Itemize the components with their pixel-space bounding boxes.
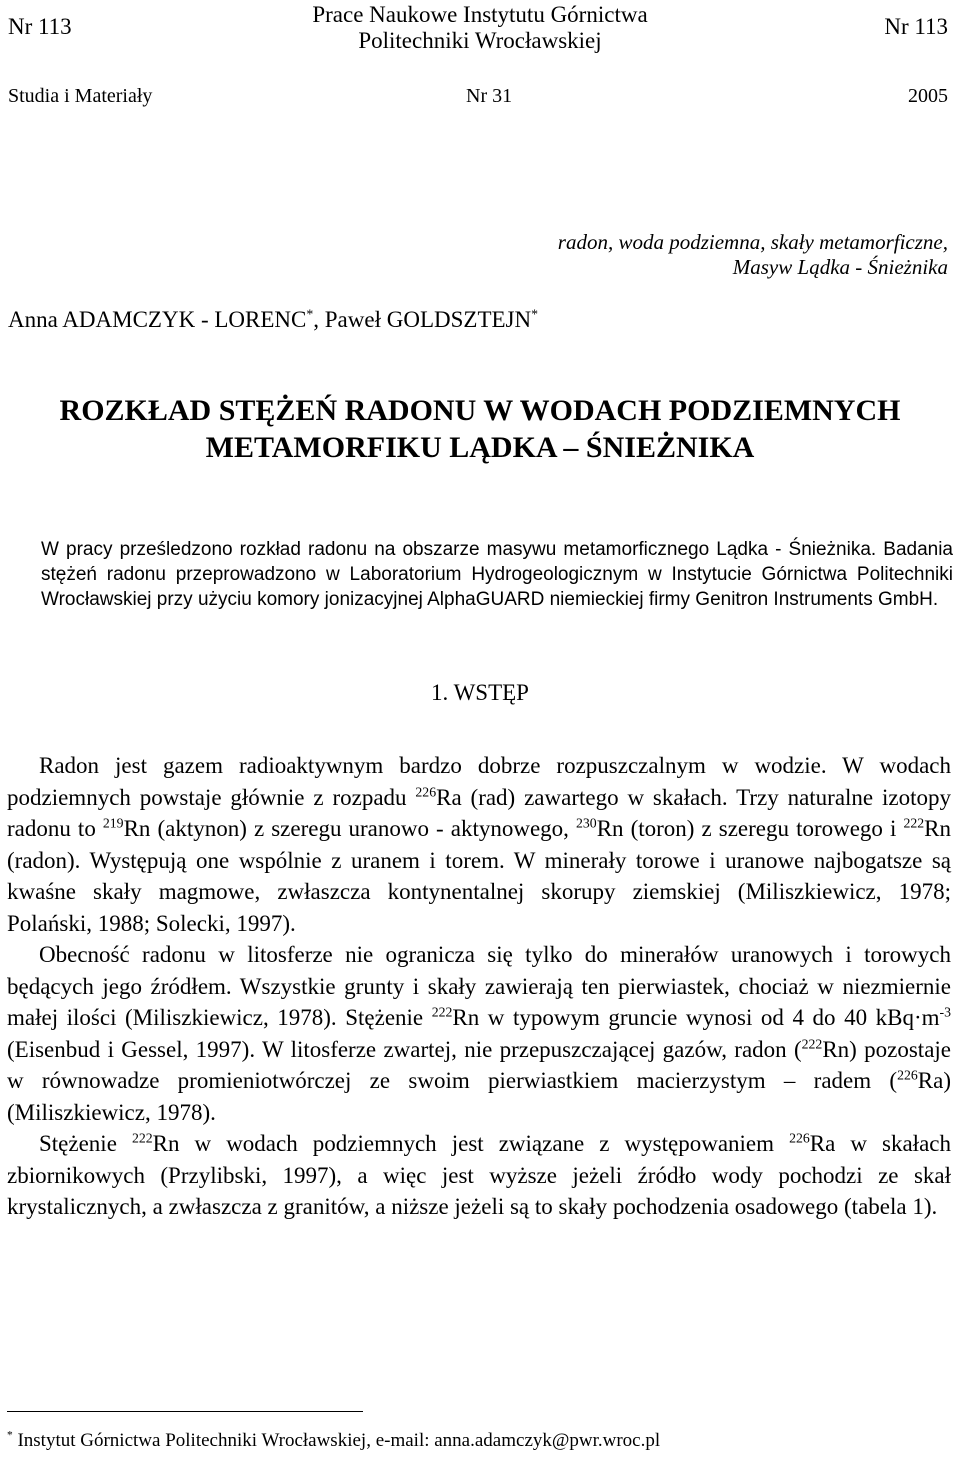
isotope-mass-number: 222 [801,1035,823,1051]
text-run: Rn (toron) z szeregu torowego i [596,816,904,841]
text-run: Rn (aktynon) z szeregu uranowo - aktynowego, [123,816,576,841]
unit-exponent: -3 [939,1004,952,1020]
footnote [7,1430,660,1452]
isotope-mass-number: 222 [903,815,925,831]
isotope-mass-number: 226 [415,783,437,799]
keywords-line2: Masyw Lądka - Śnieżnika [732,255,948,279]
text-run: Rn w typowym gruncie wynosi od 4 do 40 kBq·m [452,1005,940,1030]
paper-title [0,392,960,466]
keywords [558,230,948,280]
header-number-left: Nr 113 [8,14,72,39]
text-run: Rn) pozostaje w równowadze promieniotwórczej ze swoim pierwiastkiem macierzystym – radem ( [7,1036,951,1093]
author-separator: , [313,307,325,332]
isotope-mass-number: 230 [575,815,597,831]
isotope-mass-number: 226 [897,1067,918,1083]
isotope-mass-number: 219 [102,815,124,831]
footnote-mark: * [7,1429,13,1442]
paper-title-line1: ROZKŁAD STĘŻEŃ RADONU W WODACH PODZIEMNYCH [59,394,901,427]
paper-title-line2: METAMORFIKU LĄDKA – ŚNIEŻNIKA [205,431,755,464]
footnote-divider [7,1411,363,1412]
author-name: Anna ADAMCZYK - LORENC [8,307,307,332]
text-run: Ra w skałach zbiornikowych (Przylibski, 1997), a więc jest wyższe jeżeli źródło wody pochodzi ze skał krystalicznych, a zwłaszcza z granitów, a niższe jeżeli są to skały pochodzenia osadowego (tabela 1). [7,1131,951,1219]
journal-title-line2: Politechniki Wrocławskiej [358,28,602,53]
text-run: Ra (rad) zawartego w skałach. Trzy naturalne izotopy radonu to [7,784,951,841]
footnote-text: Instytut Górnictwa Politechniki Wrocławskiej, e-mail: anna.adamczyk@pwr.wroc.pl [12,1430,661,1451]
keywords-line1: radon, woda podziemna, skały metamorficzne, [557,230,948,254]
text-run: (Eisenbud i Gessel, 1997). W litosferze zwartej, nie przepuszczającej gazów, radon ( [7,1036,802,1062]
journal-title [200,2,760,54]
text-run: Obecność radonu w litosferze nie ogranicza się tylko do minerałów uranowych i torowych będących jego źródłem. Wszystkie grunty i skały zawierają ten pierwiastek, chociaż w niezmiernie małej ilości (Miliszkiewicz, 1978). Stężenie [7,942,951,1030]
isotope-mass-number: 222 [431,1004,453,1020]
abstract-text: W pracy prześledzono rozkład radonu na obszarze masywu metamorficznego Lądka - Śnieżnika. Badania stężeń radonu przeprowadzono w Laboratorium Hydrogeologicznym w Instytucie Górnictwa Politechniki Wrocławskiej przy użyciu komory jonizacyjnej AlphaGUARD niemieckiej firmy Genitron Instruments GmbH. [41,539,953,610]
section-heading: 1. WSTĘP [431,680,529,705]
isotope-mass-number: 222 [131,1130,153,1146]
text-run: Rn (radon). Występują one wspólnie z uranem i torem. W minerały torowe i uranowe najbogatsze są kwaśne skały magmowe, zwłaszcza kontynentalnej skorupy ziemskiej (Miliszkiewicz, 1978; Polański, 1988; Solecki, 1997). [7,816,951,936]
series-name: Studia i Materiały [8,85,153,107]
paragraph [7,1128,951,1223]
author-name: Paweł GOLDSZTEJN [324,307,532,332]
series-number: Nr 31 [466,85,513,107]
authors [8,307,538,333]
isotope-mass-number: 226 [789,1130,810,1146]
body-text [7,750,951,1223]
text-run: Ra) (Miliszkiewicz, 1978). [7,1068,951,1125]
text-run: Radon jest gazem radioaktywnym bardzo dobrze rozpuszczalnym w wodzie. W wodach podziemnych powstaje głównie z rozpadu [7,753,951,810]
text-run: Rn w wodach podziemnych jest związane z występowaniem [152,1131,790,1156]
header-number-right: Nr 113 [884,14,948,39]
publication-year: 2005 [908,85,948,107]
text-run: Stężenie [39,1131,132,1156]
journal-title-line1: Prace Naukowe Instytutu Górnictwa [312,2,648,27]
paragraph [7,939,951,1128]
affiliation-mark: * [531,306,539,322]
affiliation-mark: * [306,306,314,322]
paragraph [7,750,951,939]
abstract [41,537,953,612]
